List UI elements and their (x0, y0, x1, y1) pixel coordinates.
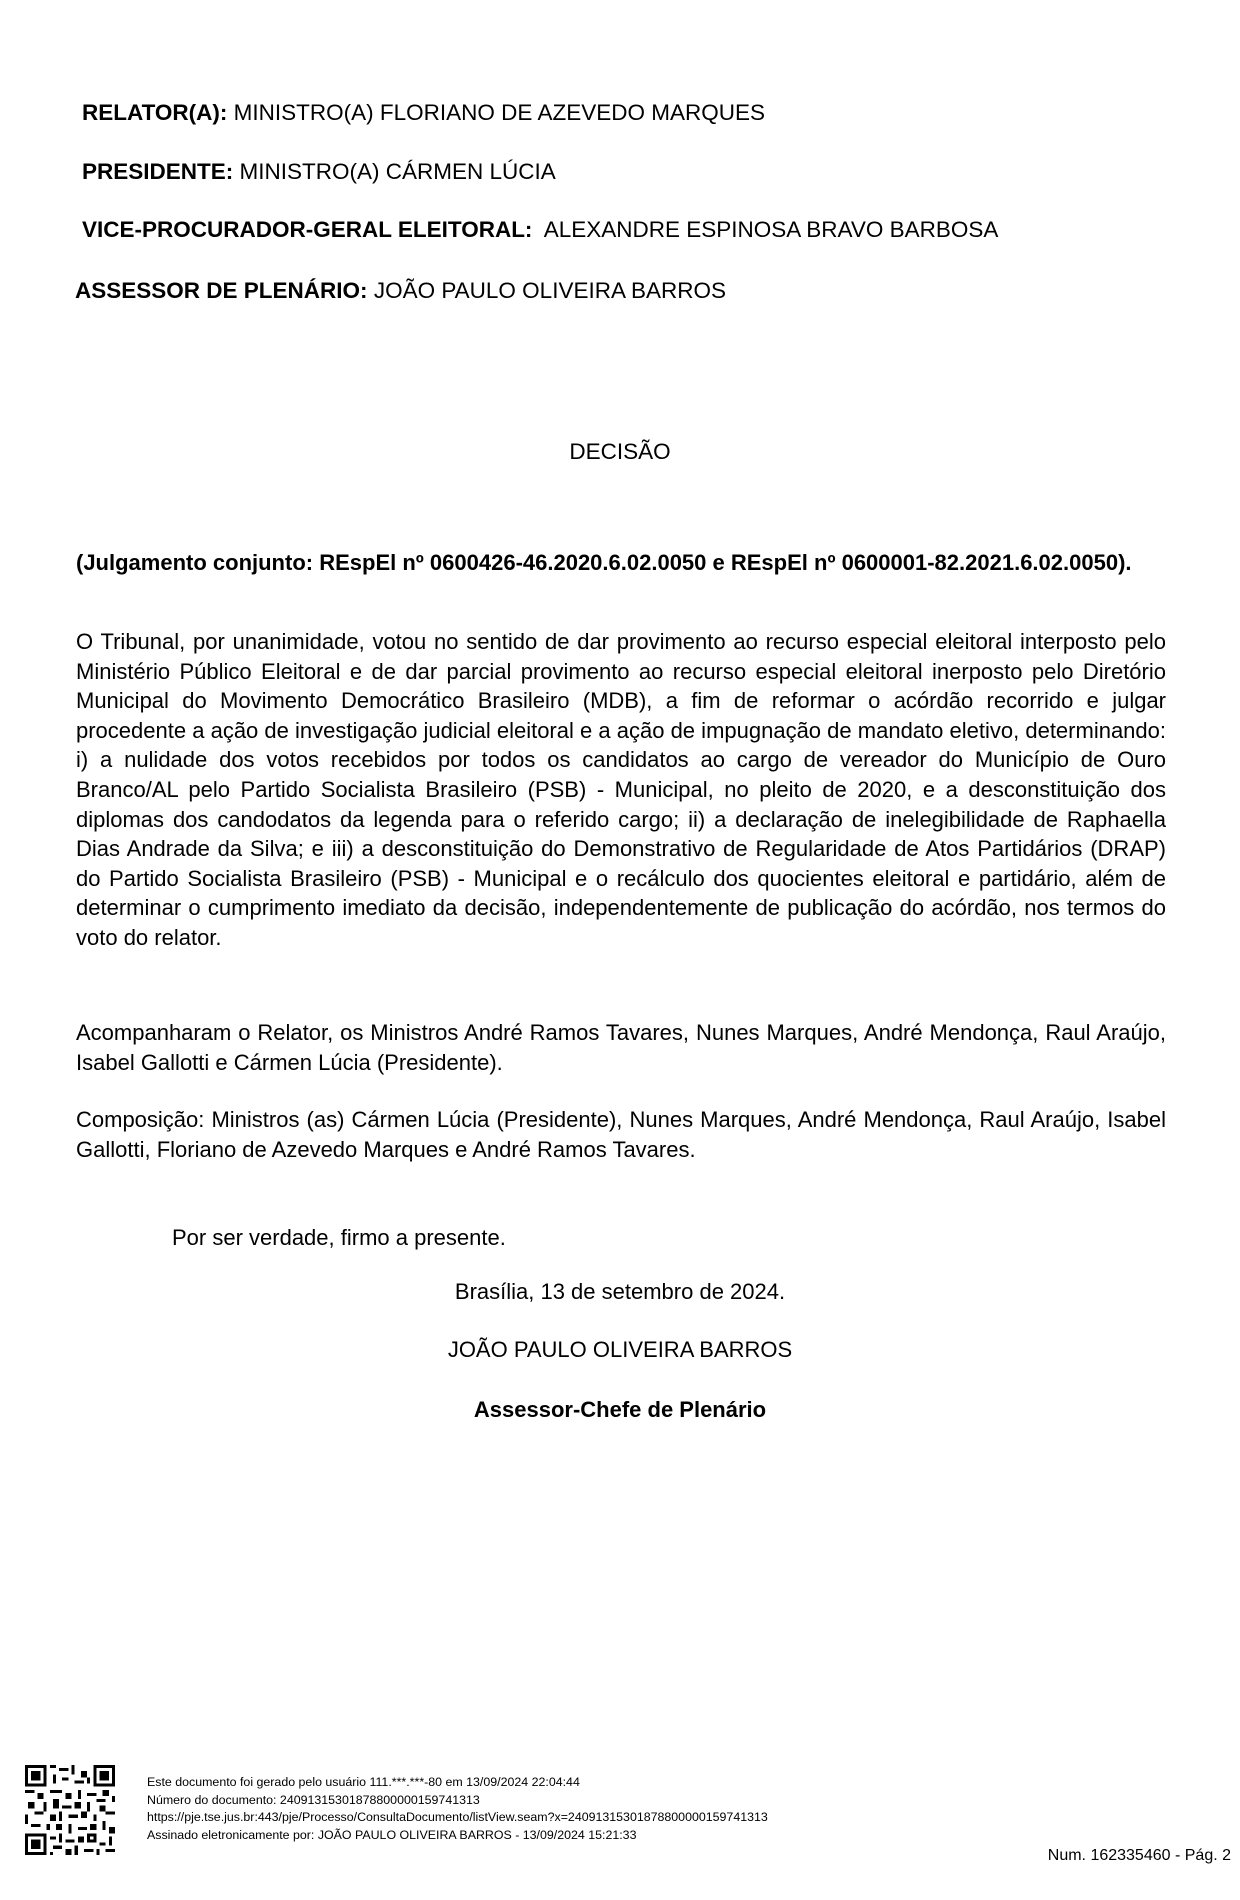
julgamento-conjunto: (Julgamento conjunto: REspEl nº 0600426-46.2020.6.02.0050 e REspEl nº 0600001-82.2021.6.02.0050). (76, 550, 1132, 575)
signer-role: Assessor-Chefe de Plenário (473, 1397, 767, 1422)
qr-code-icon[interactable] (25, 1765, 115, 1855)
decisao-paragraph: O Tribunal, por unanimidade, votou no sentido de dar provimento ao recurso especial eleitoral interposto pelo Ministério Público Eleitoral e de dar parcial provimento ao recurso especial eleitoral inerposto pelo Diretório Municipal do Movimento Democrático Brasileiro (MDB), a fim de reformar o acórdão recorrido e julgar procedente a ação de investigação judicial eleitoral e a ação de impugnação de mandato eletivo, determinando: i) a nulidade dos votos recebidos por todos os candidatos ao cargo de vereador do Município de Ouro Branco/AL pelo Partido Socialista Brasileiro (PSB) - Municipal, no pleito de 2020, e a desconstituição dos diplomas dos candodatos da legenda para o referido cargo; ii) a declaração de inelegibilidade de Raphaella Dias Andrade da Silva; e iii) a desconstituição do Demonstrativo de Regularidade de Atos Partidários (DRAP) do Partido Socialista Brasileiro (PSB) - Municipal e o recálculo dos quocientes eleitoral e partidário, além de determinar o cumprimento imediato da decisão, independentemente de publicação do acórdão, nos termos do voto do relator. (76, 629, 1166, 950)
signer-name: JOÃO PAULO OLIVEIRA BARROS (447, 1337, 793, 1362)
footer-doc-number: Número do documento: 24091315301878800000159741313 (147, 1792, 480, 1807)
assessor-line (75, 277, 726, 305)
assessor-value: JOÃO PAULO OLIVEIRA BARROS (373, 278, 727, 303)
vice-procurador-value: ALEXANDRE ESPINOSA BRAVO BARBOSA (543, 217, 999, 242)
relator-value: MINISTRO(A) FLORIANO DE AZEVEDO MARQUES (233, 100, 765, 125)
page-reference: Num. 162335460 - Pág. 2 (1047, 1847, 1231, 1864)
presidente-value: MINISTRO(A) CÁRMEN LÚCIA (239, 159, 556, 184)
document-title: DECISÃO (569, 439, 671, 464)
place-date: Brasília, 13 de setembro de 2024. (454, 1279, 786, 1304)
assessor-label: ASSESSOR DE PLENÁRIO: (75, 278, 368, 303)
footer-generated: Este documento foi gerado pelo usuário 111.***.***-80 em 13/09/2024 22:04:44 (147, 1775, 580, 1789)
relator-label: RELATOR(A): (82, 100, 228, 125)
acompanharam-paragraph: Acompanharam o Relator, os Ministros André Ramos Tavares, Nunes Marques, André Mendonça, Raul Araújo, Isabel Gallotti e Cármen Lúcia (Presidente). (76, 1020, 1166, 1075)
closing-statement: Por ser verdade, firmo a presente. (172, 1225, 506, 1250)
presidente-label: PRESIDENTE: (82, 159, 234, 184)
footer-url[interactable]: https://pje.tse.jus.br:443/pje/Processo/ConsultaDocumento/listView.seam?x=24091315301878800000159741313 (147, 1810, 768, 1825)
footer-metadata (147, 1774, 768, 1844)
relator-line (82, 99, 765, 127)
presidente-line (82, 158, 556, 186)
vice-procurador-label: VICE-PROCURADOR-GERAL ELEITORAL: (82, 217, 533, 242)
composicao-paragraph: Composição: Ministros (as) Cármen Lúcia (Presidente), Nunes Marques, André Mendonça, Raul Araújo, Isabel Gallotti, Floriano de Azevedo Marques e André Ramos Tavares. (76, 1107, 1166, 1162)
footer-signed: Assinado eletronicamente por: JOÃO PAULO OLIVEIRA BARROS - 13/09/2024 15:21:33 (147, 1827, 637, 1842)
vice-procurador-line (82, 216, 998, 244)
